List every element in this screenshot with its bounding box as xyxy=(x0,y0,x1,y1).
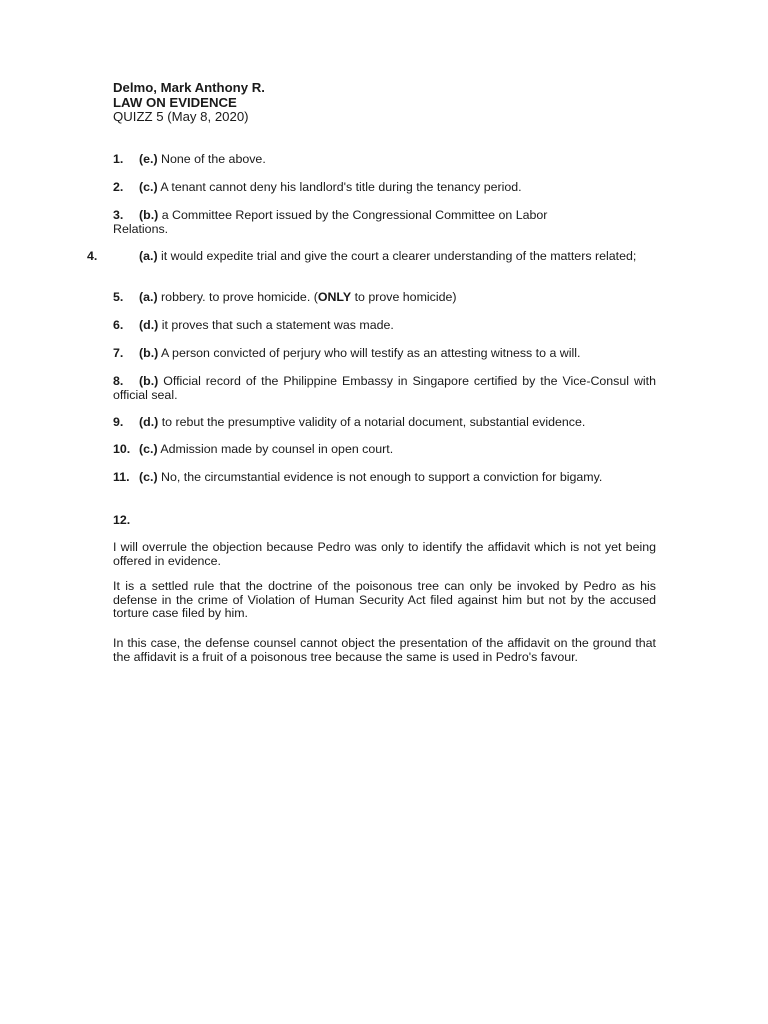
answer-letter: (e.) xyxy=(139,152,158,166)
answer-number: 11. xyxy=(113,470,130,484)
answer-number: 6. xyxy=(113,318,124,332)
answer-number: 2. xyxy=(113,180,124,194)
answer-number: 1. xyxy=(113,152,124,166)
answer-text: to rebut the presumptive validity of a notarial document, substantial evidence. xyxy=(161,415,586,429)
answer-item xyxy=(113,181,656,195)
answer-text: a Committee Report issued by the Congressional Committee on Labor Relations. xyxy=(113,208,548,236)
quiz-title: QUIZZ 5 (May 8, 2020) xyxy=(113,109,249,124)
answer-text-before: robbery. to prove homicide. ( xyxy=(161,290,318,304)
answer-item xyxy=(113,291,656,305)
answer-item xyxy=(113,443,656,457)
answer-item xyxy=(113,153,656,167)
answer-letter: (b.) xyxy=(139,208,159,222)
answer-text: No, the circumstantial evidence is not enough to support a conviction for bigamy. xyxy=(161,470,603,484)
answer-item xyxy=(113,416,656,430)
answer-letter: (c.) xyxy=(139,470,158,484)
document-header xyxy=(113,81,656,125)
answer-text-after: to prove homicide) xyxy=(351,290,457,304)
student-name: Delmo, Mark Anthony R. xyxy=(113,80,265,95)
answer-text: None of the above. xyxy=(161,152,266,166)
answer-text: it proves that such a statement was made. xyxy=(161,318,394,332)
answer-number: 9. xyxy=(113,415,124,429)
answer-item xyxy=(87,249,682,264)
answer-text: it would expedite trial and give the court a clearer understanding of the matters related; xyxy=(161,249,637,263)
answer-letter: (c.) xyxy=(139,180,158,194)
essay-paragraph: In this case, the defense counsel cannot object the presentation of the affidavit on the ground that the affidavit is a fruit of a poisonous tree because the same is used in Pedro's favour. xyxy=(113,636,656,664)
answer-item xyxy=(113,319,656,333)
answer-number: 5. xyxy=(113,290,124,304)
answer-number: 10. xyxy=(113,442,131,456)
essay-paragraph: It is a settled rule that the doctrine of the poisonous tree can only be invoked by Pedro as his defense in the crime of Violation of Human Security Act filed against him but not by the accused torture case filed by him. xyxy=(113,579,656,620)
answer-item xyxy=(113,375,656,402)
answer-text: Admission made by counsel in open court. xyxy=(160,442,394,456)
answer-text: Official record of the Philippine Embassy in Singapore certified by the Vice-Consul with official seal. xyxy=(113,374,656,402)
answer-letter: (d.) xyxy=(139,318,159,332)
answer-text: A person convicted of perjury who will testify as an attesting witness to a will. xyxy=(161,346,581,360)
essay-paragraph: I will overrule the objection because Pedro was only to identify the affidavit which is not yet being offered in evidence. xyxy=(113,540,656,568)
answer-letter: (d.) xyxy=(139,415,159,429)
answer-number: 3. xyxy=(113,208,124,222)
subject-title: LAW ON EVIDENCE xyxy=(113,94,237,110)
answer-item xyxy=(113,209,601,236)
answer-emphasis: ONLY xyxy=(317,290,352,304)
answer-item xyxy=(113,471,656,485)
answer-number: 7. xyxy=(113,346,124,360)
answer-letter: (a.) xyxy=(139,249,158,263)
answer-number: 8. xyxy=(113,374,124,388)
answer-letter: (b.) xyxy=(139,346,159,360)
answer-letter: (b.) xyxy=(139,374,159,388)
essay-number: 12. xyxy=(113,513,131,527)
answer-letter: (c.) xyxy=(139,442,158,456)
answer-number: 4. xyxy=(87,249,98,263)
answer-text: A tenant cannot deny his landlord's title during the tenancy period. xyxy=(160,180,522,194)
answer-letter: (a.) xyxy=(139,290,158,304)
answer-item xyxy=(113,347,656,361)
